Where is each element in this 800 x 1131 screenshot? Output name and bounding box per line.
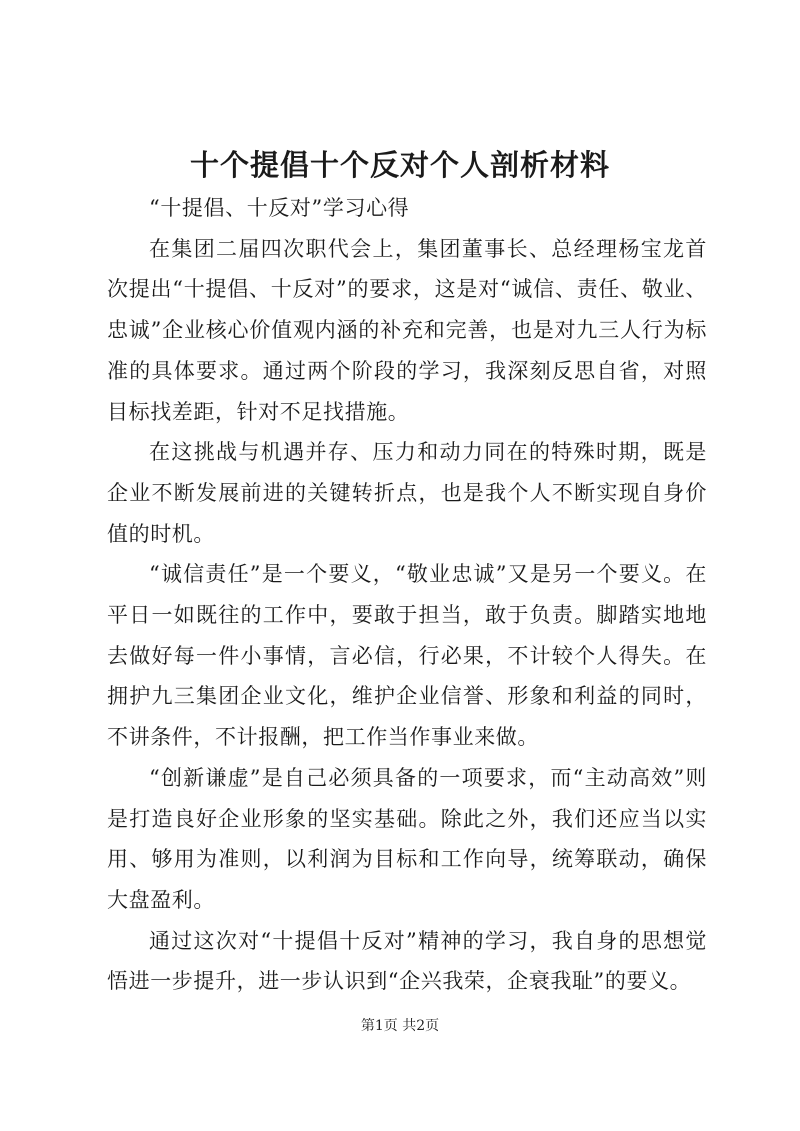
paragraph-4: “创新谦虚”是自己必须具备的一项要求，而“主动高效”则是打造良好企业形象的坚实基础。除此之外，我们还应当以实用、够用为准则，以利润为目标和工作向导，统筹联动，确保大盘盈利。	[107, 765, 707, 912]
paragraph-1: 在集团二届四次职代会上，集团董事长、总经理杨宝龙首次提出“十提倡、十反对”的要求，这是对“诚信、责任、敬业、忠诚”企业核心价值观内涵的补充和完善，也是对九三人行为标准的具体要求。通过两个阶段的学习，我深刻反思自省，对照目标找差距，针对不足找措施。	[107, 236, 707, 424]
document-body	[107, 188, 707, 1002]
page-footer: 第1页 共2页	[360, 1018, 440, 1034]
paragraph-3: “诚信责任”是一个要义，“敬业忠诚”又是另一个要义。在平日一如既往的工作中，要敢于担当，敢于负责。脚踏实地地去做好每一件小事情，言必信，行必果，不计较个人得失。在拥护九三集团企业文化，维护企业信誉、形象和利益的同时，不讲条件，不计报酬，把工作当作事业来做。	[107, 562, 707, 750]
document-title: 十个提倡十个反对个人剖析材料	[189, 148, 610, 182]
paragraph-5: 通过这次对“十提倡十反对”精神的学习，我自身的思想觉悟进一步提升，进一步认识到“企兴我荣，企衰我耻”的要义。	[107, 928, 707, 994]
paragraph-2: 在这挑战与机遇并存、压力和动力同在的特殊时期，既是企业不断发展前进的关键转折点，也是我个人不断实现自身价值的时机。	[107, 440, 707, 546]
paragraph-subtitle: “十提倡、十反对”学习心得	[149, 196, 410, 220]
